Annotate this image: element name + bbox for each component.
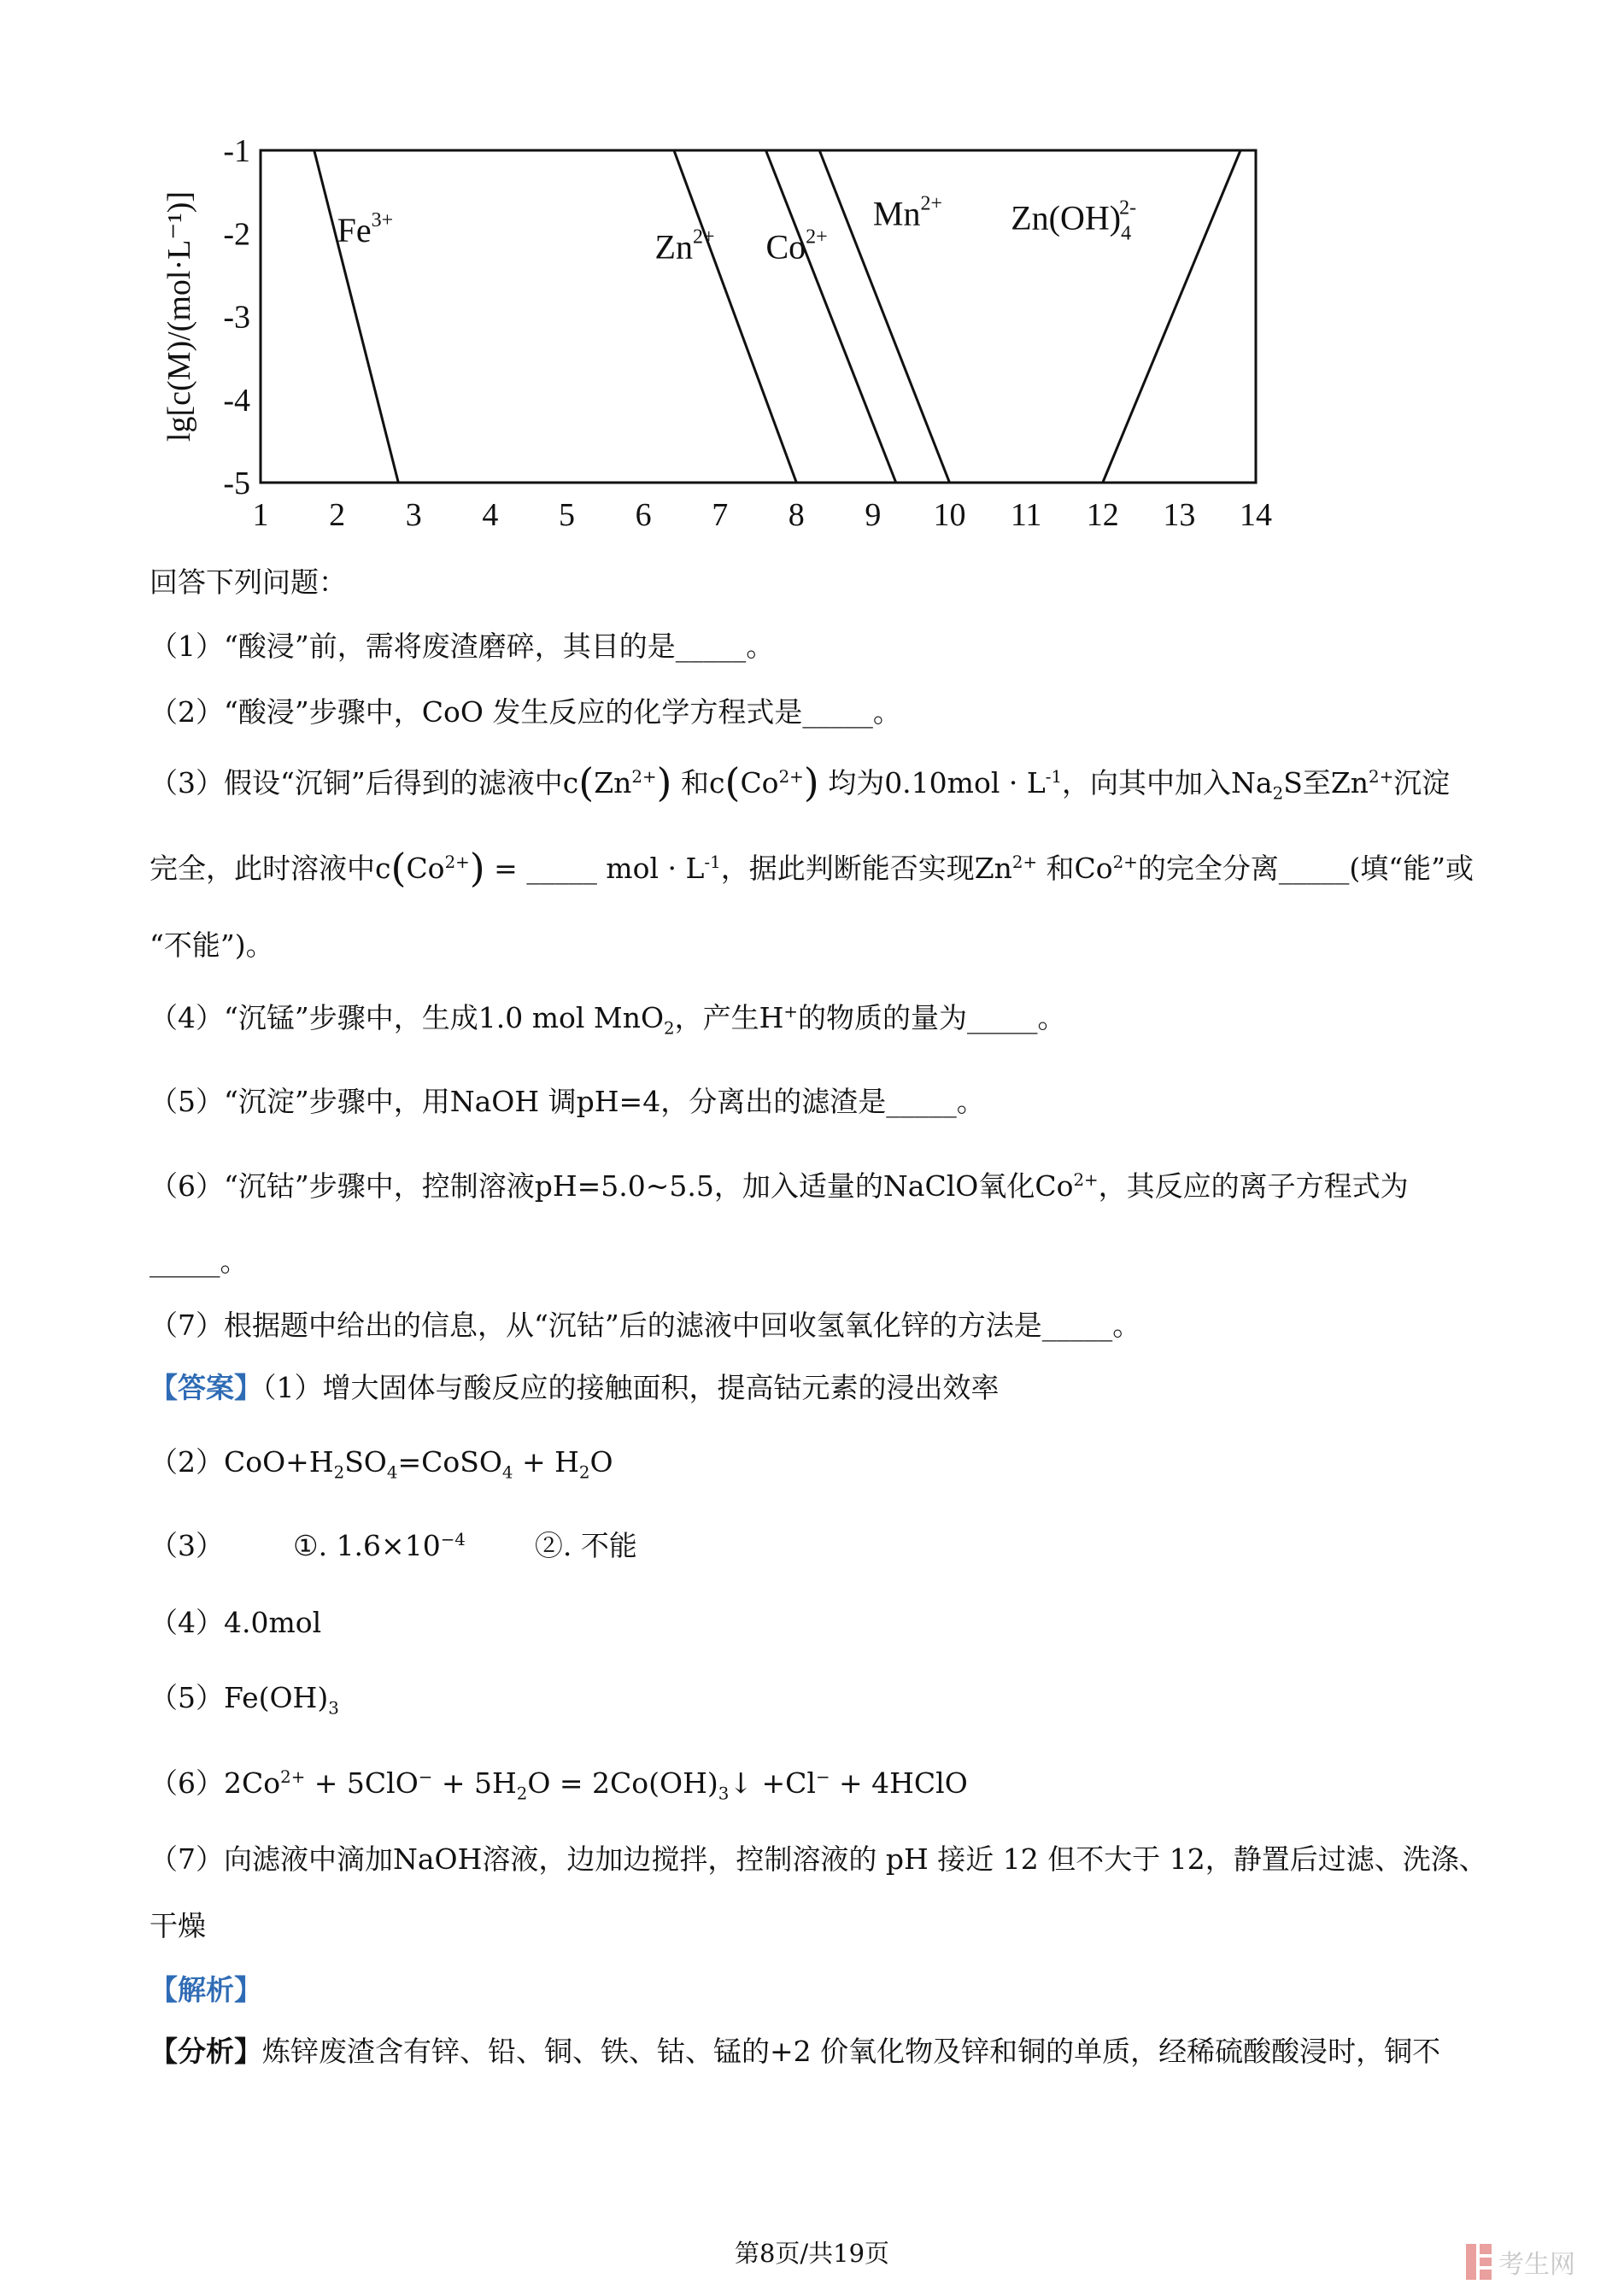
x-tick-label: 2 — [329, 497, 346, 533]
x-tick-label: 1 — [252, 497, 269, 533]
fenxi-tag: 【分析】 — [150, 2035, 262, 2068]
x-tick-label: 5 — [558, 497, 575, 533]
answer-4: （4）4.0mol — [150, 1606, 322, 1639]
y-tick-label: -5 — [223, 466, 250, 501]
answer-2: $(2)CoO+H_2SO_4=CoSO_4 + H_2O$ — [150, 1445, 613, 1483]
series-label: $Zn^{2+}$ — [654, 226, 715, 266]
x-tick-label: 6 — [635, 497, 652, 533]
answer-tag: 【答案】 — [150, 1371, 262, 1404]
answer-5: $(5)Fe(OH)_3$ — [150, 1681, 339, 1719]
y-tick-label: -2 — [223, 216, 250, 253]
answer-7-line-2: 干燥 — [150, 1909, 206, 1942]
analysis-tag: 【解析】 — [150, 1973, 262, 2006]
x-tick-label: 14 — [1240, 497, 1272, 533]
series-label: $Mn^{2+}$ — [872, 192, 943, 233]
y-axis-label: lg[c(M)/(mol·L⁻¹)] — [161, 190, 197, 442]
x-tick-label: 3 — [405, 497, 422, 533]
answer-3: （3） ①. $1.6\times 10^{-4}$ ②. 不能 — [150, 1529, 637, 1562]
question-3-line-3: “不能”)。 — [150, 928, 274, 962]
y-tick-label: -3 — [223, 299, 250, 336]
logo-icon — [1466, 2244, 1492, 2280]
intro-text: 回答下列问题： — [150, 565, 347, 599]
x-tick-label: 13 — [1163, 497, 1196, 533]
question-7: （7）根据题中给出的信息，从“沉钴”后的滤液中回收氢氧化锌的方法是_____。 — [150, 1309, 1141, 1342]
question-3-line-2: 完全，此时溶液中$c(Co^{2+})$ = _____ mol · $L^{-1}$，据此判断能否实现$Zn^{2+}$ 和$Co^{2+}$的完全分离_____(填“能”或 — [150, 845, 1474, 891]
question-3-line-1: （3）假设“沉铜”后得到的滤液中$c(Zn^{2+})$ 和$c(Co^{2+})$ 均为$0.10mol \cdot L^{-1}$，向其中加入$Na_2S$至$Zn^{2+}$沉淀 — [150, 759, 1451, 805]
analysis-heading — [150, 1971, 1482, 2009]
analysis-line-1: 【分析】炼锌废渣含有锌、铅、铜、铁、钴、锰的+2 价氧化物及锌和铜的单质，经稀硫酸酸浸时，铜不 — [150, 2035, 1441, 2068]
y-tick-label: -4 — [223, 382, 250, 419]
x-tick-label: 8 — [788, 497, 805, 533]
page-number: 第8页/共19页 — [734, 2239, 890, 2268]
x-tick-label: 11 — [1010, 497, 1042, 533]
question-4: （4）“沉锰”步骤中，生成1.0 mol MnO$_2$，产生H+的物质的量为_____。 — [150, 1001, 1066, 1039]
question-1: （1）“酸浸”前，需将废渣磨碎，其目的是_____。 — [150, 630, 775, 663]
answer-7-line-1: （7）向滤液中滴加NaOH溶液，边加边搅拌，控制溶液的 pH 接近 12 但不大于 12，静置后过滤、洗涤、 — [150, 1842, 1487, 1876]
x-tick-label: 9 — [865, 497, 882, 533]
question-6-line-2: _____。 — [150, 1245, 249, 1278]
answer-6: $(6)2Co^{2+} + 5ClO^- + 5H_2O$ = $2Co(OH)_3↓ +Cl^-$ + 4HClO — [150, 1766, 968, 1804]
question-5: （5）“沉淀”步骤中，用NaOH 调pH=4，分离出的滤渣是_____。 — [150, 1085, 985, 1118]
x-tick-label: 12 — [1086, 497, 1119, 533]
question-6-line-1: （6）“沉钴”步骤中，控制溶液pH=5.0~5.5，加入适量的NaClO氧化$Co^{2+}$，其反应的离子方程式为 — [150, 1169, 1409, 1203]
x-tick-label: 4 — [482, 497, 499, 533]
site-logo — [1466, 2238, 1611, 2286]
series-label: $Co^{2+}$ — [765, 226, 828, 266]
y-tick-label: -1 — [223, 133, 250, 169]
series-label: $Zn(OH)_42-$ — [1011, 196, 1137, 245]
series-label: $Fe^{3+}$ — [337, 208, 394, 249]
answer-1: 【答案】（1）增大固体与酸反应的接触面积，提高钴元素的浸出效率 — [150, 1371, 1000, 1404]
x-tick-label: 7 — [712, 497, 729, 533]
question-2: （2）“酸浸”步骤中，CoO 发生反应的化学方程式是_____。 — [150, 695, 901, 729]
logo-text: 考生网 — [1498, 2250, 1575, 2280]
x-tick-label: 10 — [933, 497, 966, 533]
